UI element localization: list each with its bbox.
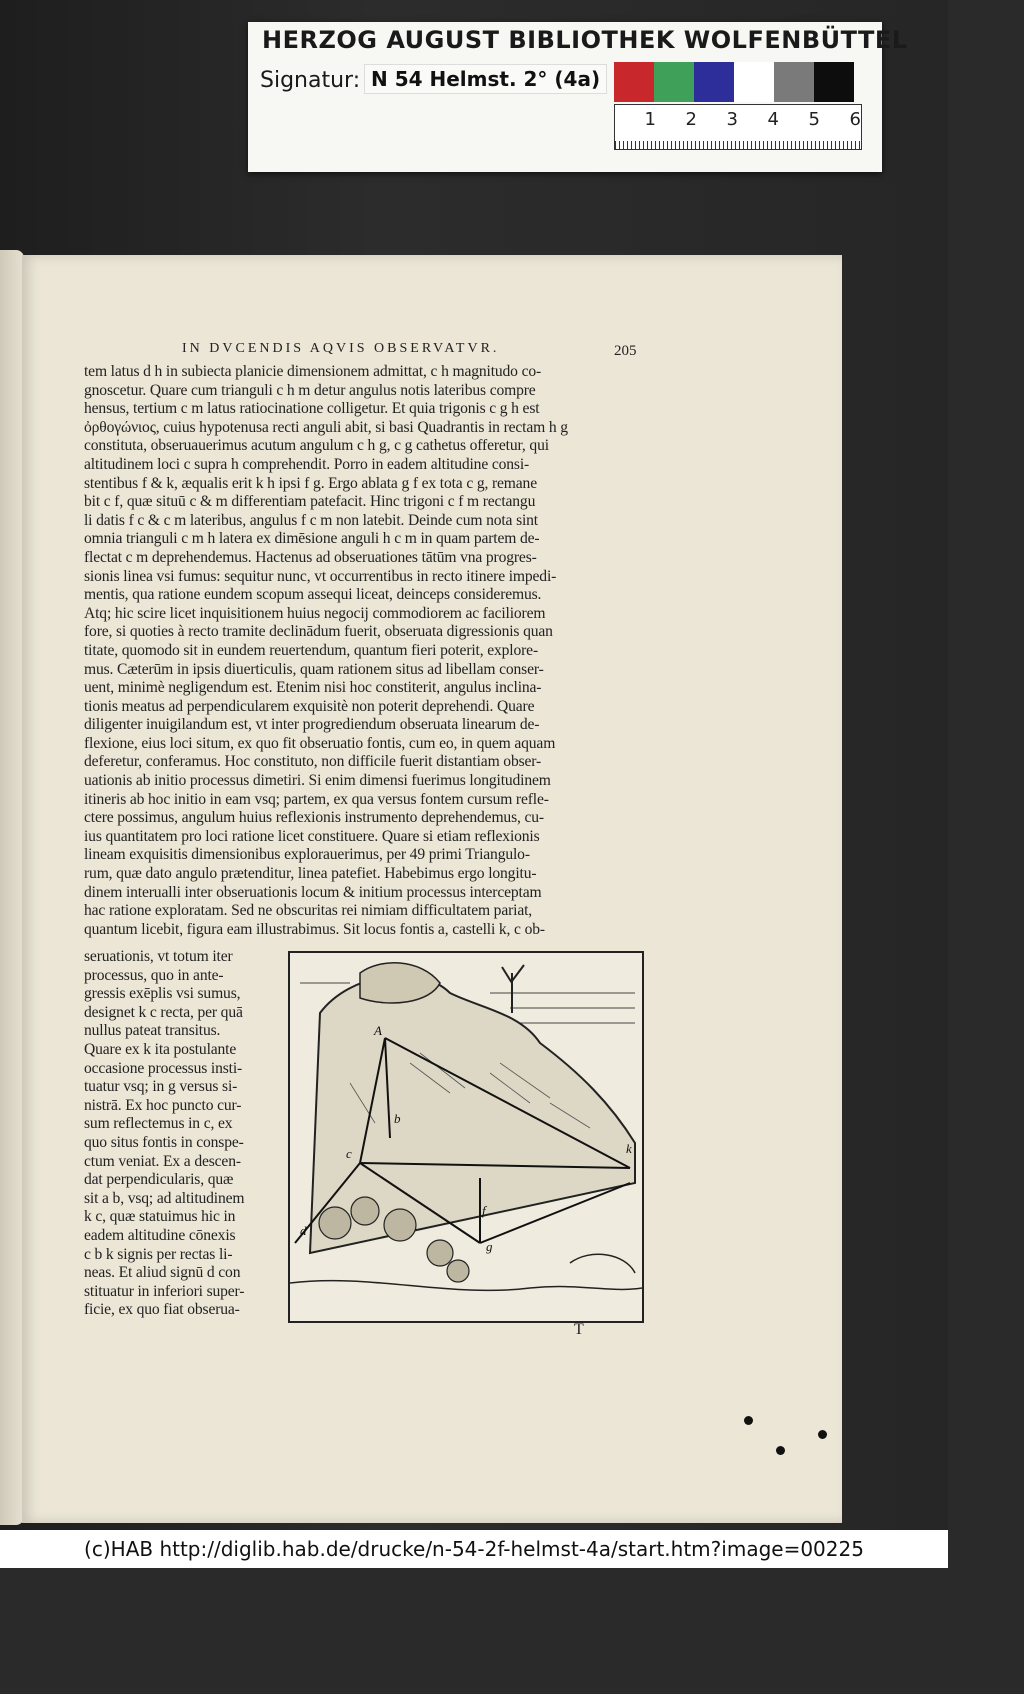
label-f: f: [482, 1203, 486, 1218]
column-text-line: Quare ex k ita postulante: [84, 1040, 237, 1058]
facing-page-edge: [0, 250, 24, 1525]
ruler-mark: 2: [685, 109, 697, 130]
column-text-line: stituatur in inferiori super-: [84, 1282, 245, 1300]
running-head: IN DVCENDIS AQVIS OBSERVATVR.: [182, 341, 500, 356]
color-swatch: [694, 62, 734, 102]
label-a: A: [374, 1023, 382, 1038]
body-text: [84, 363, 646, 939]
label-b: b: [394, 1111, 401, 1126]
text-line: bit c f, quæ situū c & m differentiam patefacit. Hinc trigoni c f m rectangu: [84, 493, 536, 511]
signature-value: N 54 Helmst. 2° (4a): [364, 64, 607, 94]
text-line: tionis meatus ad perpendicularem exquisitè non poterit deprehendi. Quare: [84, 697, 535, 715]
column-text-line: processus, quo in ante-: [84, 966, 224, 984]
text-line: flexione, eius loci situm, ex quo fit obseruatio fontis, cum eo, in quem aquam: [84, 734, 556, 752]
column-text-line: c b k signis per rectas li-: [84, 1245, 233, 1263]
color-swatch: [654, 62, 694, 102]
column-text-line: k c, quæ statuimus hic in: [84, 1208, 236, 1226]
column-text-line: seruationis, vt totum iter: [84, 948, 233, 965]
text-line: gnoscetur. Quare cum trianguli c h m detur angulus notis lateribus compre: [84, 381, 536, 399]
page-number: 205: [614, 343, 637, 359]
column-text-line: nullus pateat transitus.: [84, 1022, 221, 1040]
text-line: dinem interualli inter obseruationis locum & initium processus interceptam: [84, 883, 542, 901]
book-page: [22, 255, 842, 1523]
ruler-mark: 1: [644, 109, 656, 130]
label-g: g: [486, 1239, 493, 1254]
ruler-mark: 3: [726, 109, 738, 130]
column-text-line: gressis exēplis vsi sumus,: [84, 985, 241, 1003]
column-text-line: occasione processus insti-: [84, 1059, 243, 1077]
column-text-line: quo situs fontis in conspe-: [84, 1133, 244, 1151]
text-line: lineam exquisitis dimensionibus explorauerimus, per 49 primi Triangulo-: [84, 846, 530, 864]
ruler-mark: 6: [849, 109, 861, 130]
text-line: hensus, tertium c m latus ratiocinatione colligetur. Et quia trigonis c g h est: [84, 400, 540, 418]
text-line: flectat c m deprehendemus. Hactenus ad obseruationes tātūm vna progres-: [84, 548, 537, 566]
library-name: HERZOG AUGUST BIBLIOTHEK WOLFENBÜTTEL: [262, 26, 908, 54]
text-line: ius quantitatem pro loci ratione licet constituere. Quare si etiam reflexionis: [84, 827, 540, 845]
color-swatch: [814, 62, 854, 102]
text-line: stentibus f & k, æqualis erit k h ipsi f g. Ergo ablata g f ex tota c g, remane: [84, 474, 537, 492]
signature-mark: T: [574, 1321, 584, 1338]
text-line: uent, minimè negligendum est. Etenim nisi hoc constiterit, angulus inclina-: [84, 679, 542, 697]
column-text-line: nistrā. Ex hoc puncto cur-: [84, 1096, 242, 1114]
text-line: ctere possimus, angulum huius reflexionis instrumento deprehendemus, cu-: [84, 809, 544, 827]
text-line: mentis, qua ratione eundem scopum assequi liceat, deinceps consideremus.: [84, 586, 542, 604]
label-k: k: [626, 1141, 632, 1156]
column-text-line: sum reflectemus in c, ex: [84, 1115, 233, 1133]
text-line: ὀρθογώνιος, cuius hypotenusa recti anguli abit, si basi Quadrantis in rectam h g: [84, 418, 568, 436]
text-line: quantum licebit, figura eam illustrabimus. Sit locus fontis a, castelli k, c ob-: [84, 920, 545, 938]
text-line: Atq; hic scire licet inquisitionem huius negocij commodiorem ac faciliorem: [84, 604, 546, 622]
column-text-line: eadem altitudine cōnexis: [84, 1226, 236, 1244]
color-swatch: [774, 62, 814, 102]
column-text-line: dat perpendicularis, quæ: [84, 1171, 234, 1189]
column-text: [84, 948, 290, 1320]
text-line: diligenter inuigilandum est, vt inter progrediendum obseruata linearum de-: [84, 716, 540, 734]
text-line: sionis linea vsi fumus: sequitur nunc, vt occurrentibus in recto itinere impedi-: [84, 567, 557, 585]
ruler-mark: 5: [808, 109, 820, 130]
woodcut-illustration: [290, 953, 642, 1321]
library-label-card: [248, 22, 908, 172]
text-line: deferetur, conferamus. Hoc constituto, non difficile fuerit distantiam obser-: [84, 753, 542, 771]
copyright-footer: (c)HAB http://diglib.hab.de/drucke/n-54-2f-helmst-4a/start.htm?image=00225: [0, 1530, 948, 1568]
column-text-line: tuatur vsq; in g versus si-: [84, 1078, 238, 1096]
signature-label: Signatur:: [260, 68, 361, 93]
text-line: itineris ab hoc initio in eam vsq; partem, ex qua versus fontem cursum refle-: [84, 790, 549, 808]
color-calibration-strip: [614, 62, 854, 102]
text-line: mus. Cæterūm in ipsis diuerticulis, quam rationem situs ad libellam conser-: [84, 660, 544, 678]
text-line: rum, quæ dato angulo prætenditur, linea patefiet. Habebimus ergo longitu-: [84, 865, 537, 883]
text-line: li datis f c & c m lateribus, angulus f c m non latebit. Deinde cum nota sint: [84, 511, 538, 529]
column-text-line: ctum veniat. Ex a descen-: [84, 1152, 241, 1170]
label-d: d: [300, 1223, 307, 1238]
text-line: hac ratione exploratam. Sed ne obscuritas rei nimiam difficultatem pariat,: [84, 902, 533, 920]
column-text-line: designet k c recta, per quā: [84, 1003, 243, 1021]
text-line: fore, si quoties à recto tramite declinādum fuerit, obseruata digressionis quan: [84, 623, 553, 641]
scan-dot: [776, 1446, 785, 1455]
label-c: c: [346, 1146, 352, 1161]
scale-ruler: [614, 104, 862, 150]
scan-dot: [744, 1416, 753, 1425]
text-line: altitudinem loci c supra h comprehendit. Porro in eadem altitudine consi-: [84, 455, 530, 473]
text-line: omnia trianguli c m h latera ex dimēsione anguli h c m in quam partem de-: [84, 530, 540, 548]
ground-line: [290, 1281, 642, 1291]
scan-dot: [818, 1430, 827, 1439]
text-line: titate, quomodo sit in eundem reuertendum, quantum fieri poterit, explore-: [84, 641, 538, 659]
color-swatch: [614, 62, 654, 102]
tree-icon: [502, 965, 524, 1013]
column-text-line: sit a b, vsq; ad altitudinem: [84, 1189, 245, 1207]
text-line: tem latus d h in subiecta planicie dimensionem admittat, c h magnitudo co-: [84, 363, 542, 380]
column-text-line: neas. Et aliud signū d con: [84, 1264, 241, 1282]
color-swatch: [734, 62, 774, 102]
woodcut-figure: [288, 951, 644, 1323]
ruler-mark: 4: [767, 109, 779, 130]
text-line: uationis ab initio processus dimetiri. Si enim dimensi fuerimus longitudinem: [84, 772, 551, 790]
text-line: constituta, obseruauerimus acutum angulum c h g, c g cathetus offeretur, qui: [84, 437, 549, 455]
column-text-line: ficie, ex quo fiat obserua-: [84, 1301, 240, 1319]
pond-outline: [570, 1254, 635, 1273]
